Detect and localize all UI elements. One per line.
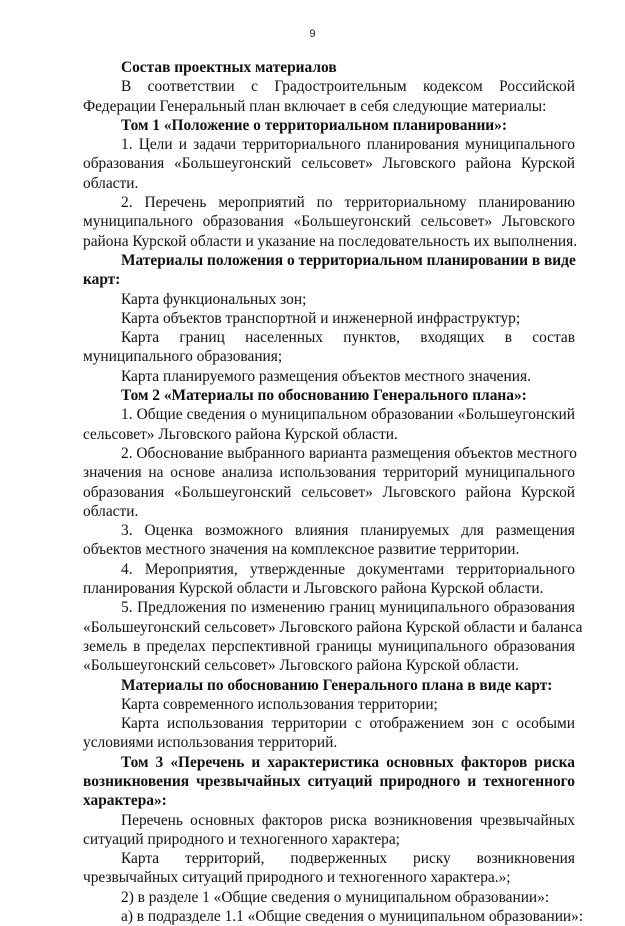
text-line: образования «Большеугонский сельсовет» Льговского района Курской bbox=[83, 483, 575, 501]
text-line: планирования Курской области и Льговского района Курской области. bbox=[83, 580, 544, 598]
text-line: «Большеугонский сельсовет» Льговского района Курской области и баланса bbox=[83, 618, 583, 636]
text-line: муниципального образования «Большеугонский сельсовет» Льговского bbox=[83, 213, 575, 231]
text-line: Том 2 «Материалы по обоснованию Генерального плана»: bbox=[121, 387, 527, 405]
text-line: 3. Оценка возможного влияния планируемых для размещения bbox=[121, 522, 575, 540]
text-line: Карта объектов транспортной и инженерной инфраструктур; bbox=[121, 309, 521, 327]
text-line: Том 1 «Положение о территориальном планировании»: bbox=[121, 116, 507, 134]
text-line: сельсовет» Льговского района Курской области. bbox=[83, 425, 398, 443]
text-line: Карта границ населенных пунктов, входящих в состав bbox=[121, 329, 575, 347]
text-line: области. bbox=[83, 502, 139, 520]
text-line: ситуаций природного и техногенного характера; bbox=[83, 830, 400, 848]
text-line: карт: bbox=[83, 271, 121, 289]
text-line: 1. Цели и задачи территориального планирования муниципального bbox=[121, 136, 575, 154]
text-line: Карта планируемого размещения объектов местного значения. bbox=[121, 367, 531, 385]
text-line: Материалы положения о территориальном планировании в виде bbox=[121, 251, 576, 269]
text-line: района Курской области и указание на последовательность их выполнения. bbox=[83, 232, 578, 250]
text-line: 1. Общие сведения о муниципальном образовании «Большеугонский bbox=[121, 406, 575, 424]
page-number: 9 bbox=[309, 28, 316, 40]
text-line: Состав проектных материалов bbox=[121, 59, 337, 76]
text-line: Материалы по обоснованию Генерального плана в виде карт: bbox=[121, 676, 553, 694]
text-line: земель в пределах перспективной границы муниципального образования bbox=[83, 637, 575, 655]
text-line: 2) в разделе 1 «Общие сведения о муниципальном образовании»: bbox=[121, 888, 550, 906]
document-body bbox=[83, 58, 584, 926]
text-line: Том 3 «Перечень и характеристика основных факторов риска bbox=[121, 753, 575, 771]
text-line: а) в подразделе 1.1 «Общие сведения о муниципальном образовании»: bbox=[121, 908, 584, 926]
text-line: значения на основе анализа использования территорий муниципального bbox=[83, 464, 575, 482]
text-line: 2. Обоснование выбранного варианта размещения объектов местного bbox=[121, 444, 577, 462]
text-line: «Большеугонский сельсовет» Льговского района Курской области. bbox=[83, 657, 519, 675]
text-line: Федерации Генеральный план включает в себя следующие материалы: bbox=[83, 97, 547, 115]
text-line: 2. Перечень мероприятий по территориальному планированию bbox=[121, 194, 575, 212]
text-line: муниципального образования; bbox=[83, 348, 283, 366]
text-line: Карта использования территории с отображением зон с особыми bbox=[121, 715, 575, 733]
text-line: В соответствии с Градостроительным кодексом Российской bbox=[121, 78, 575, 96]
text-line: образования «Большеугонский сельсовет» Льговского района Курской bbox=[83, 155, 575, 173]
text-line: чрезвычайных ситуаций природного и техногенного характера.»; bbox=[83, 869, 511, 887]
text-line: Перечень основных факторов риска возникновения чрезвычайных bbox=[121, 811, 575, 829]
text-line: Карта функциональных зон; bbox=[121, 290, 307, 308]
text-line: возникновения чрезвычайных ситуаций природного и техногенного bbox=[83, 772, 575, 790]
text-line: Карта территорий, подверженных риску возникновения bbox=[121, 850, 575, 868]
text-line: условиями использования территорий. bbox=[83, 734, 338, 752]
text-line: характера»: bbox=[83, 792, 167, 810]
text-line: объектов местного значения на комплексное развитие территории. bbox=[83, 541, 520, 559]
text-line: Карта современного использования территории; bbox=[121, 695, 438, 713]
text-line: области. bbox=[83, 174, 139, 192]
text-line: 5. Предложения по изменению границ муниципального образования bbox=[121, 599, 575, 617]
text-line: 4. Мероприятия, утвержденные документами территориального bbox=[121, 560, 575, 578]
